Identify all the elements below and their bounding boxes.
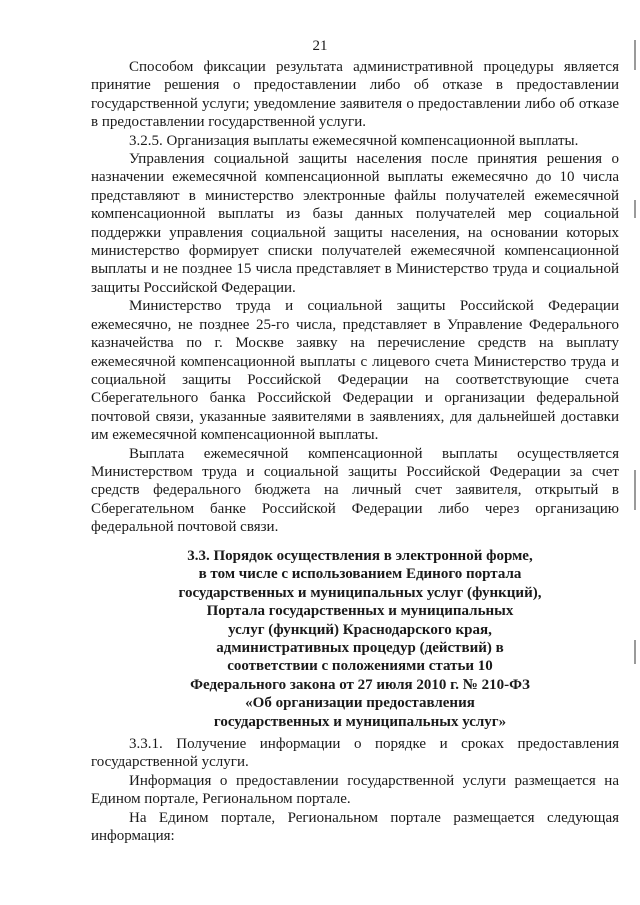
scan-edge-mark bbox=[634, 200, 636, 218]
heading-line: в том числе с использованием Единого портала bbox=[198, 566, 522, 583]
body-section-3-3-1 bbox=[91, 735, 619, 845]
paragraph-portal-info: На Едином портале, Региональном портале размещается следующая информация: bbox=[91, 809, 619, 845]
paragraph-item-3-3-1: 3.3.1. Получение информации о порядке и сроках предоставления государственной услуги. bbox=[91, 736, 619, 771]
scan-edge-mark bbox=[634, 40, 636, 70]
scan-edge-mark bbox=[634, 470, 636, 510]
heading-line: Федерального закона от 27 июля 2010 г. № 210-ФЗ bbox=[190, 676, 530, 693]
paragraph-ministry-labor: Министерство труда и социальной защиты Российской Федерации ежемесячно, не позднее 25-го числа, представляет в Управление Федерального казначейства по г. Москве заявку на перечисление средств на выплату ежемесячной компенсационной выплаты с лицевого счета Министерство труда и социальной защиты Российской Федерации на соответствующие счета Сберегательного банка Российской Федерации и организации федеральной почтовой связи, указанные заявителями в заявлениях, для дальнейшей доставки им ежемесячной компенсационной выплаты. bbox=[91, 298, 619, 444]
heading-line: услуг (функций) Краснодарского края, bbox=[228, 621, 492, 638]
heading-line: Портала государственных и муниципальных bbox=[206, 603, 514, 620]
scan-edge-mark bbox=[634, 640, 636, 664]
paragraph-info-placement: Информация о предоставлении государственной услуги размещается на Едином портале, Региональном портале. bbox=[91, 772, 619, 808]
paragraph-social-protection: Управления социальной защиты населения после принятия решения о назначении ежемесячной компенсационной выплаты ежемесячно до 10 числа представляют в министерство электронные файлы получателей ежемесячной компенсационной выплаты из базы данных получателей мер социальной поддержки управления социальной защиты населения, на основании которых министерство формирует списки получателей ежемесячной компенсационной выплаты и не позднее 15 числа представляет в Министерство труда и социальной защиты Российской Федерации. bbox=[91, 151, 619, 296]
section-heading-3-3 bbox=[150, 547, 570, 731]
page-number: 21 bbox=[312, 38, 328, 54]
heading-line: 3.3. Порядок осуществления в электронной форме, bbox=[187, 548, 533, 564]
heading-line: административных процедур (действий) в bbox=[216, 640, 504, 657]
body-section-3-2-5 bbox=[91, 58, 619, 537]
paragraph-payment: Выплата ежемесячной компенсационной выплаты осуществляется Министерством труда и социальной защиты Российской Федерации за счет средств федерального бюджета на личный счет заявителя, открытый в Сберегательном банке Российской Федерации либо через организацию федеральной почтовой связи. bbox=[91, 445, 619, 536]
heading-line: государственных и муниципальных услуг (функций), bbox=[178, 584, 542, 601]
heading-line: «Об организации предоставления bbox=[245, 695, 475, 712]
paragraph-fixation-method: Способом фиксации результата административной процедуры является принятие решения о предоставлении либо об отказе в предоставлении государственной услуги; уведомление заявителя о предоставлении либо об отказе в предоставлении государственной услуги. bbox=[91, 59, 619, 131]
heading-line: соответствии с положениями статьи 10 bbox=[227, 658, 493, 675]
heading-line: государственных и муниципальных услуг» bbox=[213, 713, 507, 730]
paragraph-item-3-2-5-title: 3.2.5. Организация выплаты ежемесячной компенсационной выплаты. bbox=[129, 132, 579, 149]
